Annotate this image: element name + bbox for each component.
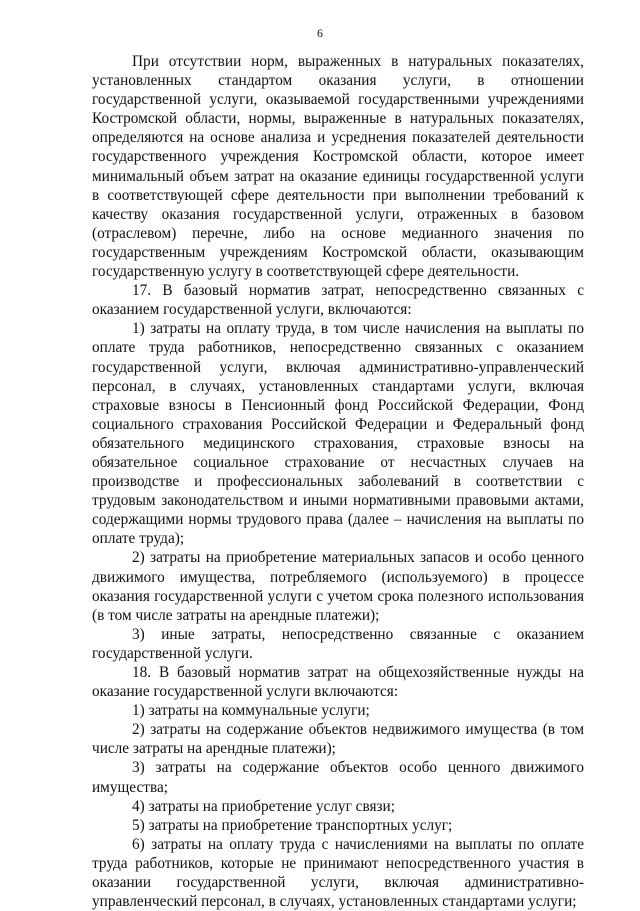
- document-body: [92, 52, 584, 911]
- paragraph-18-heading: 18. В базовый норматив затрат на общехозяйственные нужды на оказание государственной услуги включаются:: [92, 664, 584, 701]
- paragraph-18-item-6: 6) затраты на оплату труда с начислениями на выплаты по оплате труда работников, которые не принимают непосредственного участия в оказании государственной услуги, включая административно-управленческий персонал, в случаях, установленных стандартами услуги;: [92, 835, 584, 911]
- paragraph-17-item-1: 1) затраты на оплату труда, в том числе начисления на выплаты по оплате труда работников, непосредственно связанных с оказанием государственной услуги, включая административно-управленческий персонал, в случаях, установленных стандартами услуги, включая страховые взносы в Пенсионный фонд Российской Федерации, Фонд социального страхования Российской Федерации и Федеральный фонд обязательного медицинского страхования, страховые взносы на обязательное социальное страхование от несчастных случаев на производстве и профессиональных заболеваний в соответствии с трудовым законодательством и иными нормативными правовыми актами, содержащими нормы трудового права (далее – начисления на выплаты по оплате труда);: [92, 320, 584, 548]
- paragraph-norms-absence: При отсутствии норм, выраженных в натуральных показателях, установленных стандартом оказания услуги, в отношении государственной услуги, оказываемой государственными учреждениями Костромской области, нормы, выраженные в натуральных показателях, определяются на основе анализа и усреднения показателей деятельности государственного учреждения Костромской области, которое имеет минимальный объем затрат на оказание единицы государственной услуги в соответствующей сфере деятельности при выполнении требований к качеству оказания государственной услуги, отраженных в базовом (отраслевом) перечне, либо на основе медианного значения по государственным учреждениям Костромской области, оказывающим государственную услугу в соответствующей сфере деятельности.: [92, 53, 584, 281]
- paragraph-18-item-5: 5) затраты на приобретение транспортных услуг;: [132, 816, 453, 834]
- paragraph-18-item-2: 2) затраты на содержание объектов недвижимого имущества (в том числе затраты на арендные платежи);: [92, 721, 584, 758]
- paragraph-18-item-3: 3) затраты на содержание объектов особо ценного движимого имущества;: [92, 759, 584, 796]
- paragraph-17-item-3: 3) иные затраты, непосредственно связанные с оказанием государственной услуги.: [92, 625, 584, 662]
- page-number: 6: [317, 26, 323, 40]
- paragraph-18-item-1: 1) затраты на коммунальные услуги;: [132, 702, 370, 720]
- paragraph-17-heading: 17. В базовый норматив затрат, непосредственно связанных с оказанием государственной услуги, включаются:: [92, 282, 584, 319]
- paragraph-18-item-4: 4) затраты на приобретение услуг связи;: [132, 797, 395, 815]
- paragraph-17-item-2: 2) затраты на приобретение материальных запасов и особо ценного движимого имущества, потребляемого (используемого) в процессе оказания государственной услуги с учетом срока полезного использования (в том числе затраты на арендные платежи);: [92, 549, 584, 624]
